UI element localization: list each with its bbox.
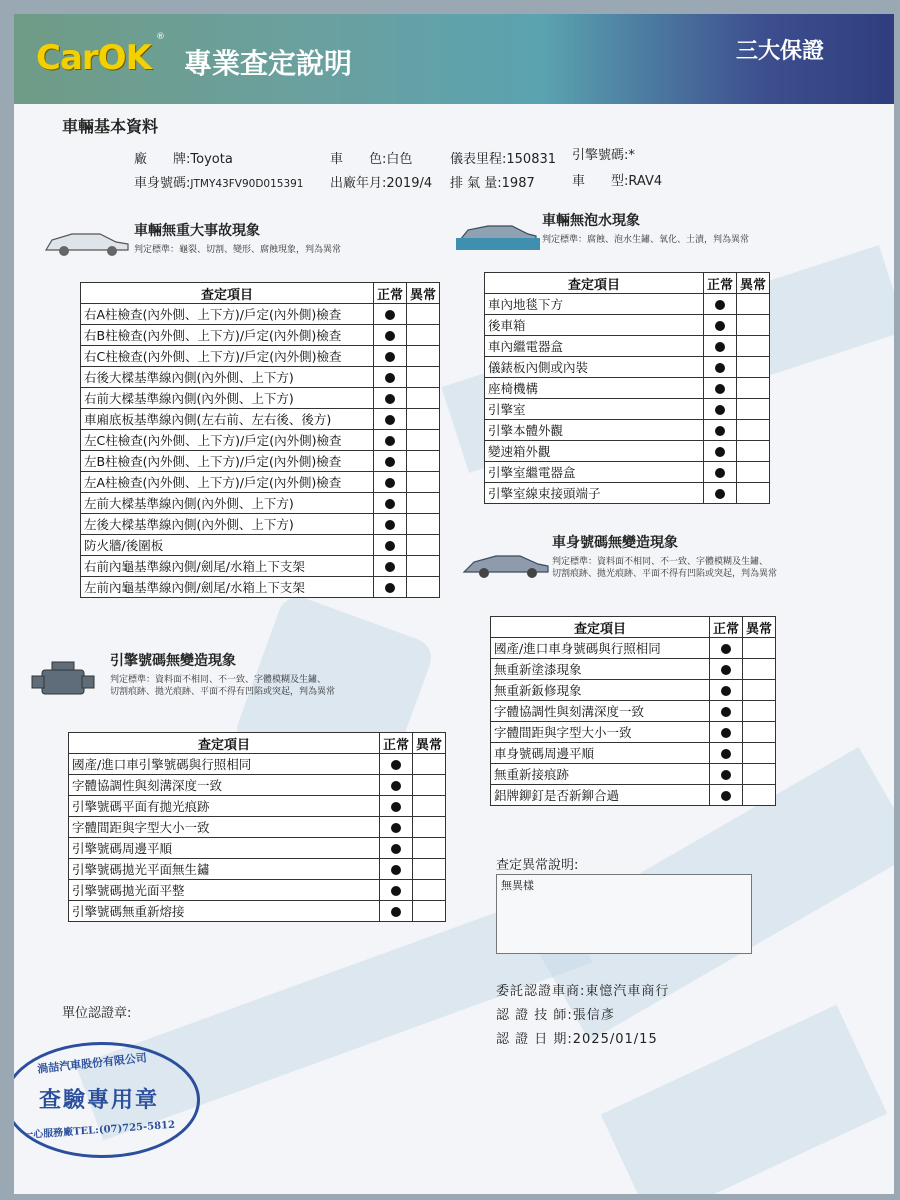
stamp-top-text: 渦喆汽車股份有限公司 <box>36 1051 148 1076</box>
table-row <box>81 430 440 451</box>
normal-cell <box>379 796 412 817</box>
abnormal-cell <box>742 785 775 806</box>
check-item-label: 引擎號碼拋光平面無生鏽 <box>69 859 380 880</box>
check-item-label: 車身號碼周邊平順 <box>491 743 710 764</box>
table-row <box>485 462 770 483</box>
filled-dot-icon <box>391 844 401 854</box>
check-item-label: 右B柱檢查(內外側、上下方)/戶定(內外側)檢查 <box>81 325 374 346</box>
table-row <box>491 680 776 701</box>
table-row <box>485 399 770 420</box>
model-field: 車 型:RAV4 <box>572 174 663 189</box>
normal-cell <box>703 315 736 336</box>
normal-cell <box>373 577 406 598</box>
normal-cell <box>703 441 736 462</box>
remarks-label: 查定異常說明: <box>496 858 579 873</box>
table-row <box>485 378 770 399</box>
abnormal-cell <box>736 441 769 462</box>
normal-cell <box>373 514 406 535</box>
abnormal-cell <box>406 493 439 514</box>
normal-cell <box>373 556 406 577</box>
table-row <box>81 472 440 493</box>
table-row <box>69 901 446 922</box>
abnormal-cell <box>736 483 769 504</box>
filled-dot-icon <box>721 644 731 654</box>
filled-dot-icon <box>721 686 731 696</box>
filled-dot-icon <box>715 489 725 499</box>
normal-cell <box>373 346 406 367</box>
filled-dot-icon <box>385 562 395 572</box>
engine-no-field: 引擎號碼:* <box>572 148 635 163</box>
check-item-label: 鋁牌鉚釘是否新鉚合過 <box>491 785 710 806</box>
table-row <box>485 315 770 336</box>
check-item-label: 引擎號碼平面有拋光痕跡 <box>69 796 380 817</box>
abnormal-cell <box>412 880 445 901</box>
table-row <box>81 556 440 577</box>
filled-dot-icon <box>721 665 731 675</box>
header-abnormal: 異常 <box>406 283 439 304</box>
abnormal-cell <box>742 722 775 743</box>
check-item-label: 引擎號碼無重新熔接 <box>69 901 380 922</box>
normal-cell <box>379 859 412 880</box>
engine-icon <box>28 660 98 700</box>
normal-cell <box>373 451 406 472</box>
filled-dot-icon <box>391 823 401 833</box>
flood-title: 車輛無泡水現象 <box>542 213 640 229</box>
table-row <box>81 535 440 556</box>
table-row <box>491 638 776 659</box>
table-row <box>69 859 446 880</box>
filled-dot-icon <box>385 478 395 488</box>
abnormal-cell <box>742 743 775 764</box>
normal-cell <box>373 430 406 451</box>
flood-rule: 判定標準：腐蝕、泡水生鏽、氧化、土漬，判為異常 <box>542 235 750 245</box>
table-row <box>69 775 446 796</box>
check-item-label: 引擎室繼電器盒 <box>485 462 704 483</box>
filled-dot-icon <box>385 583 395 593</box>
abnormal-cell <box>412 838 445 859</box>
check-item-label: 左A柱檢查(內外側、上下方)/戶定(內外側)檢查 <box>81 472 374 493</box>
abnormal-cell <box>736 420 769 441</box>
normal-cell <box>373 472 406 493</box>
header-normal: 正常 <box>373 283 406 304</box>
header-item: 查定項目 <box>485 273 704 294</box>
inspection-stamp <box>14 1042 200 1158</box>
header-banner <box>14 14 894 104</box>
check-item-label: 右前大樑基準線內側(內外側、上下方) <box>81 388 374 409</box>
table-row <box>491 701 776 722</box>
abnormal-cell <box>742 680 775 701</box>
normal-cell <box>703 420 736 441</box>
vin-field: 車身號碼:JTMY43FV90D015391 <box>134 176 304 191</box>
normal-cell <box>379 754 412 775</box>
header-abnormal: 異常 <box>736 273 769 294</box>
normal-cell <box>373 409 406 430</box>
check-item-label: 左後大樑基準線內側(內外側、上下方) <box>81 514 374 535</box>
table-header-row <box>485 273 770 294</box>
filled-dot-icon <box>391 802 401 812</box>
normal-cell <box>703 336 736 357</box>
normal-cell <box>709 701 742 722</box>
color-field: 車 色:白色 <box>330 152 413 167</box>
filled-dot-icon <box>715 468 725 478</box>
date-field: 認 證 日 期:2025/01/15 <box>496 1032 658 1047</box>
table-row <box>69 817 446 838</box>
brand-field: 廠 牌:Toyota <box>134 152 233 167</box>
check-item-label: 左前大樑基準線內側(內外側、上下方) <box>81 493 374 514</box>
table-row <box>491 743 776 764</box>
abnormal-cell <box>406 325 439 346</box>
abnormal-cell <box>736 399 769 420</box>
filled-dot-icon <box>715 321 725 331</box>
registered-mark: ® <box>156 32 165 42</box>
table-row <box>485 357 770 378</box>
normal-cell <box>379 838 412 859</box>
abnormal-cell <box>736 294 769 315</box>
abnormal-cell <box>736 315 769 336</box>
filled-dot-icon <box>385 541 395 551</box>
table-row <box>69 796 446 817</box>
check-item-label: 引擎室 <box>485 399 704 420</box>
check-item-label: 座椅機構 <box>485 378 704 399</box>
filled-dot-icon <box>391 760 401 770</box>
flooded-car-icon <box>456 218 540 252</box>
table-row <box>81 493 440 514</box>
check-item-label: 引擎本體外觀 <box>485 420 704 441</box>
filled-dot-icon <box>391 781 401 791</box>
mileage-field: 儀表里程:150831 <box>450 152 557 167</box>
remarks-text: 無異樣 <box>501 879 534 892</box>
header-abnormal: 異常 <box>412 733 445 754</box>
normal-cell <box>373 535 406 556</box>
table-row <box>491 722 776 743</box>
check-item-label: 字體協調性與刻溝深度一致 <box>491 701 710 722</box>
check-item-label: 左C柱檢查(內外側、上下方)/戶定(內外側)檢查 <box>81 430 374 451</box>
abnormal-cell <box>742 659 775 680</box>
check-item-label: 儀錶板內側或內裝 <box>485 357 704 378</box>
abnormal-cell <box>412 859 445 880</box>
normal-cell <box>373 304 406 325</box>
normal-cell <box>703 294 736 315</box>
accident-title: 車輛無重大事故現象 <box>134 223 260 239</box>
abnormal-cell <box>406 451 439 472</box>
check-item-label: 防火牆/後圍板 <box>81 535 374 556</box>
stamp-main-text: 查驗專用章 <box>39 1087 160 1113</box>
abnormal-cell <box>406 430 439 451</box>
abnormal-cell <box>412 817 445 838</box>
table-row <box>491 764 776 785</box>
check-item-label: 右後大樑基準線內側(內外側、上下方) <box>81 367 374 388</box>
table-row <box>485 441 770 462</box>
filled-dot-icon <box>385 520 395 530</box>
table-row <box>485 420 770 441</box>
normal-cell <box>373 325 406 346</box>
filled-dot-icon <box>721 707 731 717</box>
check-item-label: 車內地毯下方 <box>485 294 704 315</box>
guarantee-label: 三大保證 <box>735 39 824 64</box>
normal-cell <box>703 483 736 504</box>
normal-cell <box>703 399 736 420</box>
filled-dot-icon <box>385 310 395 320</box>
header-item: 查定項目 <box>69 733 380 754</box>
filled-dot-icon <box>385 331 395 341</box>
abnormal-cell <box>406 472 439 493</box>
basic-info-title: 車輛基本資料 <box>62 117 159 136</box>
check-item-label: 變速箱外觀 <box>485 441 704 462</box>
filled-dot-icon <box>715 384 725 394</box>
normal-cell <box>709 638 742 659</box>
normal-cell <box>703 462 736 483</box>
flood-table <box>484 272 770 504</box>
dealer-field: 委託認證車商:東憶汽車商行 <box>496 984 670 999</box>
normal-cell <box>709 764 742 785</box>
mfg-field: 出廠年月:2019/4 <box>330 176 433 191</box>
sedan-icon <box>460 548 552 582</box>
normal-cell <box>709 743 742 764</box>
abnormal-cell <box>742 701 775 722</box>
filled-dot-icon <box>385 352 395 362</box>
table-row <box>81 577 440 598</box>
normal-cell <box>379 775 412 796</box>
normal-cell <box>379 901 412 922</box>
abnormal-cell <box>736 378 769 399</box>
normal-cell <box>379 880 412 901</box>
engine-check-title: 引擎號碼無變造現象 <box>110 653 236 669</box>
check-item-label: 車廂底板基準線內側(左右前、左右後、後方) <box>81 409 374 430</box>
table-header-row <box>81 283 440 304</box>
abnormal-cell <box>736 462 769 483</box>
abnormal-cell <box>406 577 439 598</box>
vin-check-rule-1: 判定標準：資料面不相同、不一致、字體模糊及生鏽、 <box>552 557 769 567</box>
filled-dot-icon <box>385 415 395 425</box>
filled-dot-icon <box>715 447 725 457</box>
check-item-label: 國產/進口車引擎號碼與行照相同 <box>69 754 380 775</box>
filled-dot-icon <box>391 907 401 917</box>
technician-field: 認 證 技 師:張信彥 <box>496 1008 615 1023</box>
abnormal-cell <box>406 304 439 325</box>
abnormal-cell <box>742 764 775 785</box>
normal-cell <box>373 367 406 388</box>
page-title: 專業查定說明 <box>184 47 353 80</box>
filled-dot-icon <box>721 770 731 780</box>
abnormal-cell <box>406 346 439 367</box>
table-row <box>485 294 770 315</box>
remarks-box <box>496 874 752 954</box>
table-row <box>491 659 776 680</box>
check-item-label: 左B柱檢查(內外側、上下方)/戶定(內外側)檢查 <box>81 451 374 472</box>
abnormal-cell <box>406 388 439 409</box>
abnormal-cell <box>406 556 439 577</box>
table-row <box>491 785 776 806</box>
filled-dot-icon <box>385 436 395 446</box>
check-item-label: 字體間距與字型大小一致 <box>491 722 710 743</box>
car-side-icon <box>42 224 132 258</box>
abnormal-cell <box>736 336 769 357</box>
filled-dot-icon <box>385 457 395 467</box>
check-item-label: 無重新接痕跡 <box>491 764 710 785</box>
table-header-row <box>69 733 446 754</box>
abnormal-cell <box>742 638 775 659</box>
abnormal-cell <box>406 409 439 430</box>
vin-check-title: 車身號碼無變造現象 <box>552 535 678 551</box>
abnormal-cell <box>412 775 445 796</box>
filled-dot-icon <box>385 394 395 404</box>
table-row <box>81 346 440 367</box>
check-item-label: 右A柱檢查(內外側、上下方)/戶定(內外側)檢查 <box>81 304 374 325</box>
normal-cell <box>709 722 742 743</box>
table-row <box>485 483 770 504</box>
check-item-label: 後車箱 <box>485 315 704 336</box>
header-normal: 正常 <box>703 273 736 294</box>
carok-logo: CarOK <box>36 38 151 78</box>
table-row <box>81 325 440 346</box>
check-item-label: 字體間距與字型大小一致 <box>69 817 380 838</box>
normal-cell <box>373 493 406 514</box>
filled-dot-icon <box>385 373 395 383</box>
table-row <box>81 388 440 409</box>
table-row <box>81 514 440 535</box>
filled-dot-icon <box>721 728 731 738</box>
table-row <box>69 880 446 901</box>
normal-cell <box>379 817 412 838</box>
filled-dot-icon <box>391 865 401 875</box>
vin-check-rule-2: 切割痕跡、拋光痕跡、平面不得有凹陷或突起，判為異常 <box>552 569 778 579</box>
table-row <box>81 304 440 325</box>
abnormal-cell <box>406 514 439 535</box>
check-item-label: 引擎號碼拋光面平整 <box>69 880 380 901</box>
normal-cell <box>709 680 742 701</box>
normal-cell <box>703 357 736 378</box>
header-abnormal: 異常 <box>742 617 775 638</box>
table-row <box>81 409 440 430</box>
abnormal-cell <box>412 754 445 775</box>
header-item: 查定項目 <box>491 617 710 638</box>
accident-table <box>80 282 440 598</box>
table-row <box>81 367 440 388</box>
stamp-bottom-text: 一心服務廠TEL:(07)725-5812 <box>22 1119 176 1142</box>
check-item-label: 車內繼電器盒 <box>485 336 704 357</box>
check-item-label: 字體協調性與刻溝深度一致 <box>69 775 380 796</box>
check-item-label: 國產/進口車身號碼與行照相同 <box>491 638 710 659</box>
check-item-label: 引擎號碼周邊平順 <box>69 838 380 859</box>
filled-dot-icon <box>391 886 401 896</box>
check-item-label: 右前內龜基準線內側/劍尾/水箱上下支架 <box>81 556 374 577</box>
filled-dot-icon <box>385 499 395 509</box>
abnormal-cell <box>412 901 445 922</box>
check-item-label: 左前內龜基準線內側/劍尾/水箱上下支架 <box>81 577 374 598</box>
filled-dot-icon <box>715 342 725 352</box>
accident-rule: 判定標準：龜裂、切割、變形、腐蝕現象，判為異常 <box>134 245 342 255</box>
engine-check-rule-1: 判定標準：資料面不相同、不一致、字體模糊及生鏽、 <box>110 675 327 685</box>
normal-cell <box>703 378 736 399</box>
table-row <box>69 754 446 775</box>
table-row <box>485 336 770 357</box>
normal-cell <box>373 388 406 409</box>
check-item-label: 引擎室線束接頭端子 <box>485 483 704 504</box>
table-header-row <box>491 617 776 638</box>
inspection-sheet <box>14 14 894 1194</box>
abnormal-cell <box>736 357 769 378</box>
check-item-label: 無重新鈑修現象 <box>491 680 710 701</box>
filled-dot-icon <box>715 300 725 310</box>
unit-stamp-label: 單位認證章: <box>62 1006 132 1021</box>
abnormal-cell <box>412 796 445 817</box>
header-normal: 正常 <box>709 617 742 638</box>
check-item-label: 無重新塗漆現象 <box>491 659 710 680</box>
check-item-label: 右C柱檢查(內外側、上下方)/戶定(內外側)檢查 <box>81 346 374 367</box>
filled-dot-icon <box>715 426 725 436</box>
normal-cell <box>709 659 742 680</box>
filled-dot-icon <box>721 791 731 801</box>
filled-dot-icon <box>715 363 725 373</box>
abnormal-cell <box>406 367 439 388</box>
engine-check-table <box>68 732 446 922</box>
filled-dot-icon <box>715 405 725 415</box>
engine-check-rule-2: 切割痕跡、拋光痕跡、平面不得有凹陷或突起，判為異常 <box>110 687 336 697</box>
vin-check-table <box>490 616 776 806</box>
normal-cell <box>709 785 742 806</box>
table-row <box>69 838 446 859</box>
abnormal-cell <box>406 535 439 556</box>
header-item: 查定項目 <box>81 283 374 304</box>
filled-dot-icon <box>721 749 731 759</box>
table-row <box>81 451 440 472</box>
cc-field: 排 氣 量:1987 <box>450 176 535 191</box>
header-normal: 正常 <box>379 733 412 754</box>
